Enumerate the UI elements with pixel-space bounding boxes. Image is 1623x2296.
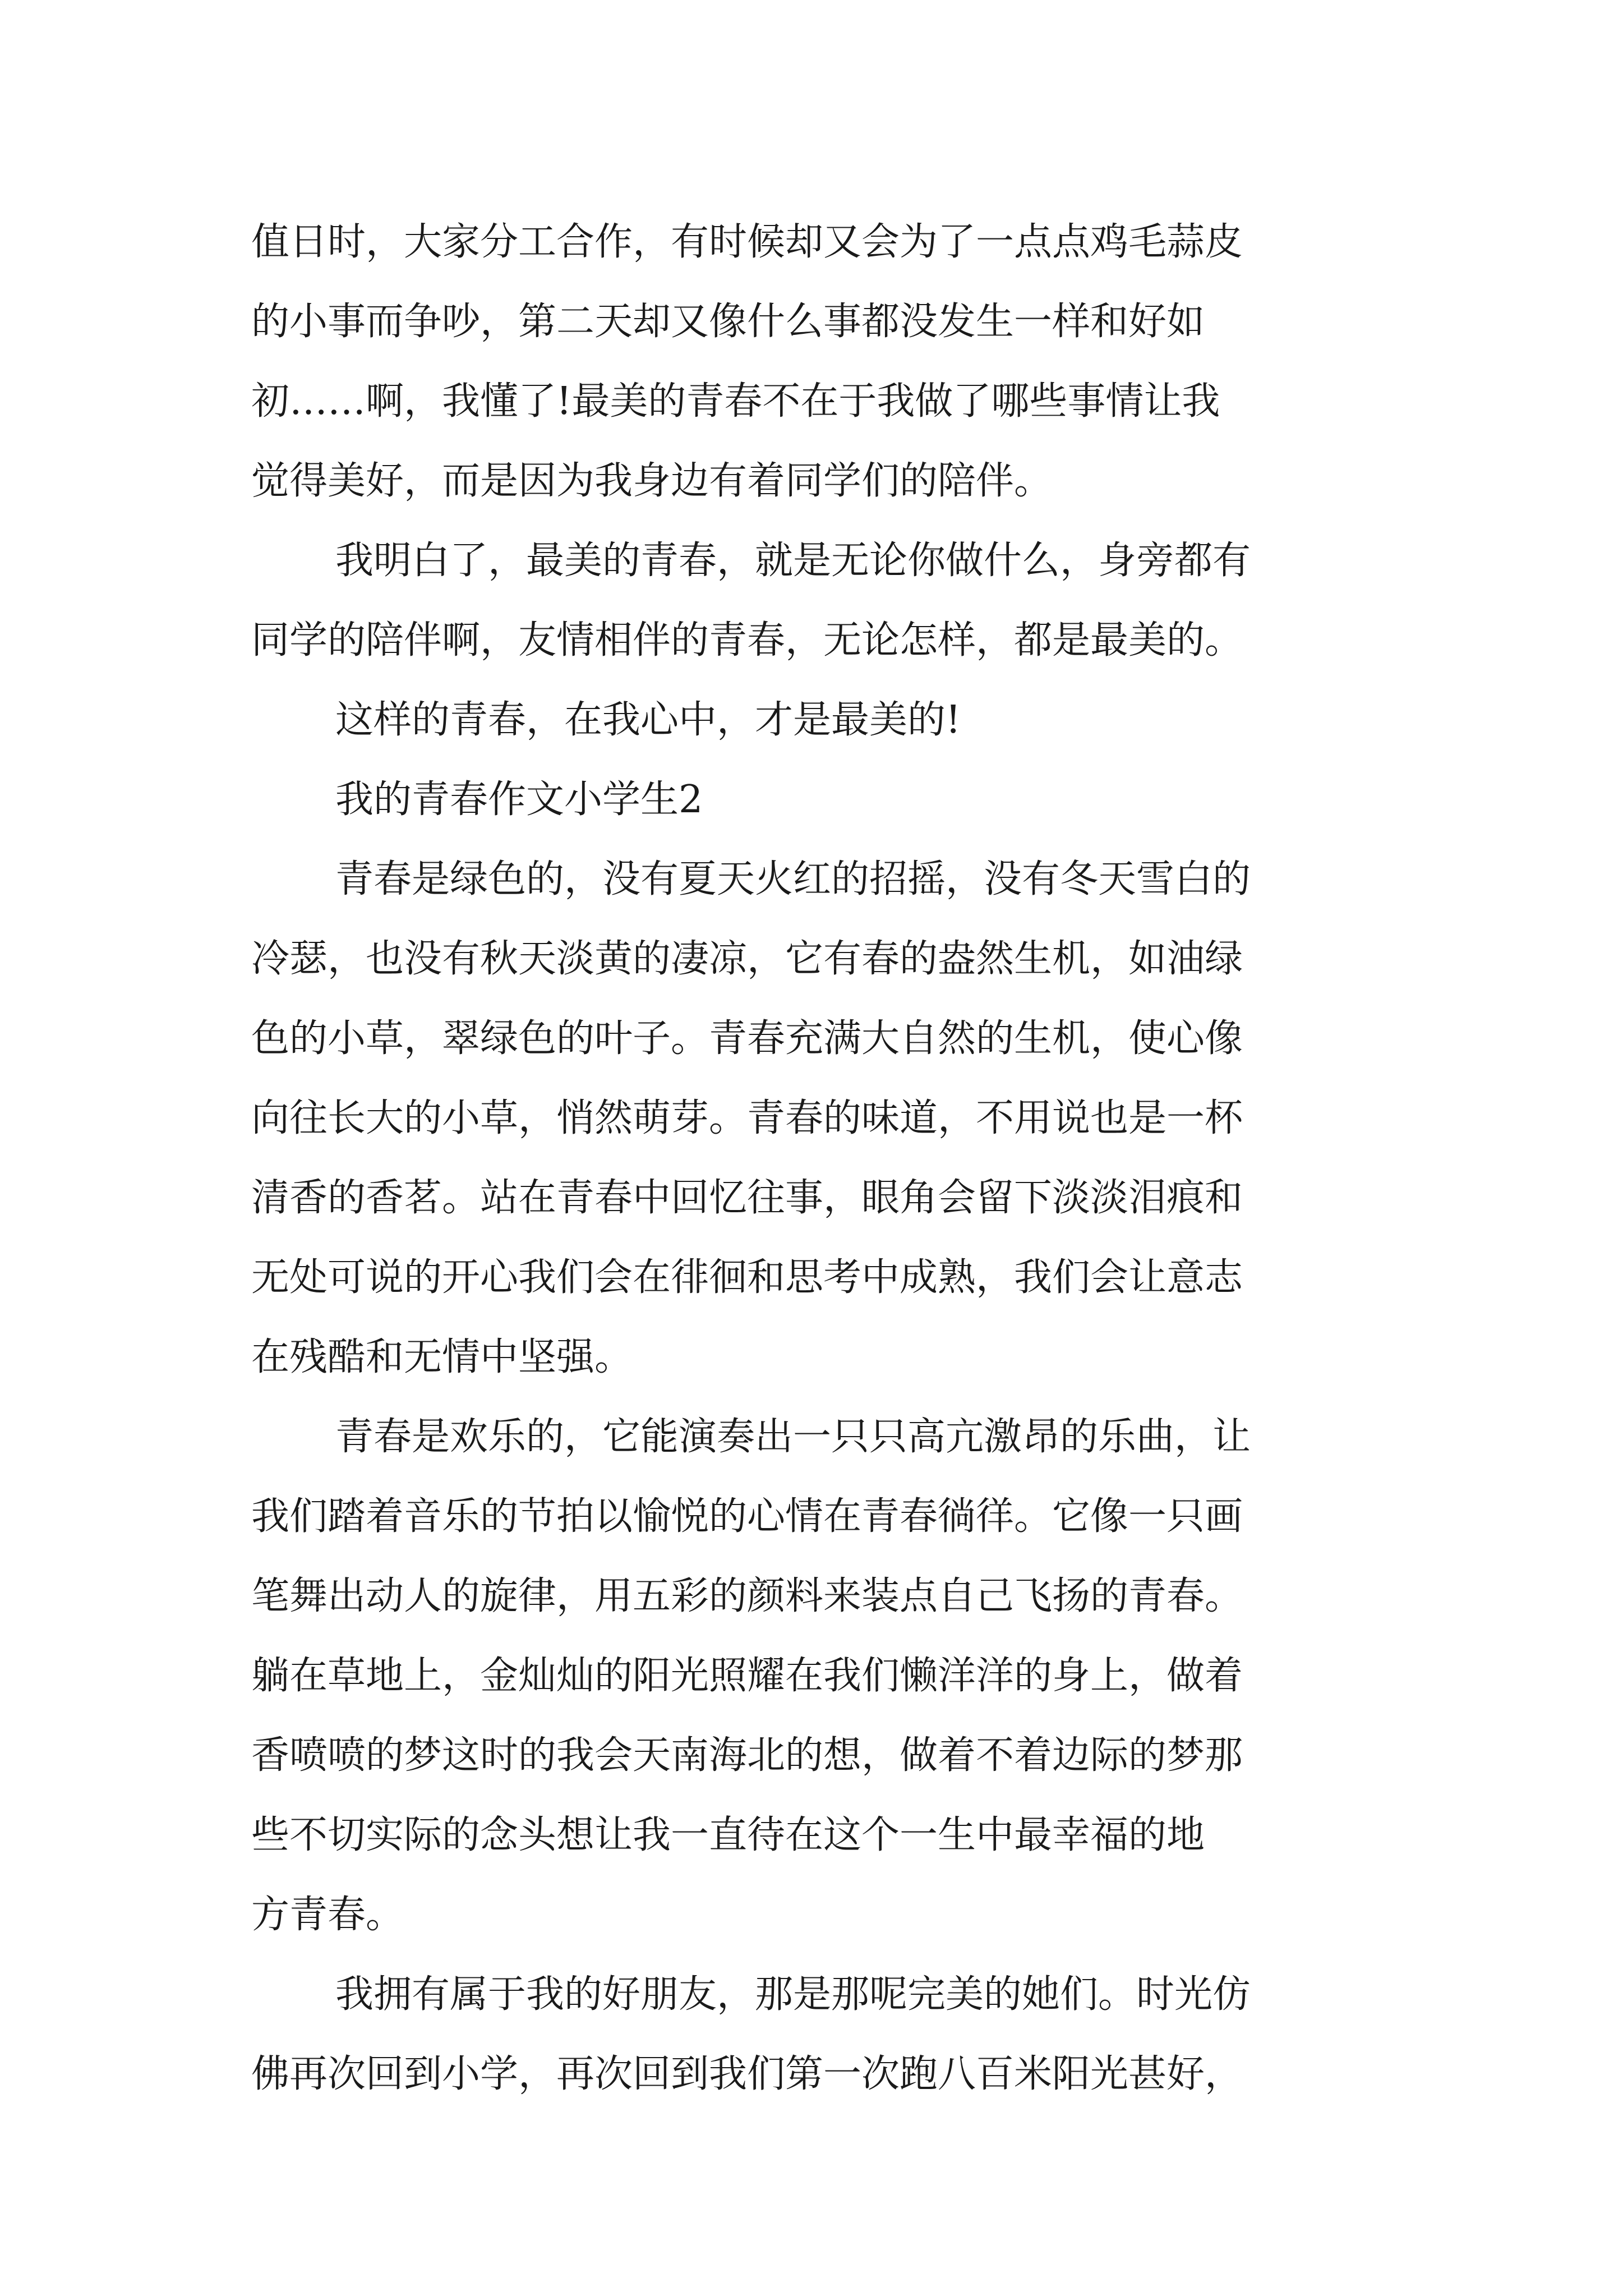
text-line: 同学的陪伴啊，友情相伴的青春，无论怎样，都是最美的。 <box>251 618 1243 662</box>
text-line: 我们踏着音乐的节拍以愉悦的心情在青春徜徉。它像一只画 <box>251 1494 1243 1539</box>
text-line: 青春是绿色的，没有夏天火红的招摇，没有冬天雪白的 <box>335 857 1251 901</box>
text-line: 在残酷和无情中坚强。 <box>251 1335 633 1379</box>
text-line: 无处可说的开心我们会在徘徊和思考中成熟，我们会让意志 <box>251 1255 1243 1300</box>
text-line: 笔舞出动人的旋律，用五彩的颜料来装点自己飞扬的青春。 <box>251 1574 1243 1618</box>
text-line: 值日时，大家分工合作，有时候却又会为了一点点鸡毛蒜皮 <box>251 220 1243 264</box>
text-line: 佛再次回到小学，再次回到我们第一次跑八百米阳光甚好， <box>251 2052 1243 2096</box>
text-line: 我明白了，最美的青春，就是无论你做什么，身旁都有 <box>335 539 1251 583</box>
text-line: 向往长大的小草，悄然萌芽。青春的味道，不用说也是一杯 <box>251 1096 1243 1140</box>
text-line: 初……啊，我懂了!最美的青春不在于我做了哪些事情让我 <box>251 379 1220 424</box>
text-line: 青春是欢乐的，它能演奏出一只只高亢激昂的乐曲，让 <box>335 1415 1251 1459</box>
text-line: 躺在草地上，金灿灿的阳光照耀在我们懒洋洋的身上，做着 <box>251 1654 1243 1698</box>
text-line: 我拥有属于我的好朋友，那是那呢完美的她们。时光仿 <box>335 1972 1251 2017</box>
text-line: 的小事而争吵，第二天却又像什么事都没发生一样和好如 <box>251 300 1205 344</box>
text-line: 方青春。 <box>251 1893 404 1937</box>
text-line: 觉得美好，而是因为我身边有着同学们的陪伴。 <box>251 459 1053 503</box>
text-line: 些不切实际的念头想让我一直待在这个一生中最幸福的地 <box>251 1813 1205 1857</box>
text-line: 清香的香茗。站在青春中回忆往事，眼角会留下淡淡泪痕和 <box>251 1176 1243 1220</box>
text-line: 香喷喷的梦这时的我会天南海北的想，做着不着边际的梦那 <box>251 1733 1243 1778</box>
text-line: 冷瑟，也没有秋天淡黄的凄凉，它有春的盎然生机，如油绿 <box>251 937 1243 981</box>
text-line: 这样的青春，在我心中，才是最美的! <box>335 698 961 742</box>
text-line: 色的小草，翠绿色的叶子。青春充满大自然的生机，使心像 <box>251 1016 1243 1061</box>
section-heading: 我的青春作文小学生2 <box>335 777 703 822</box>
